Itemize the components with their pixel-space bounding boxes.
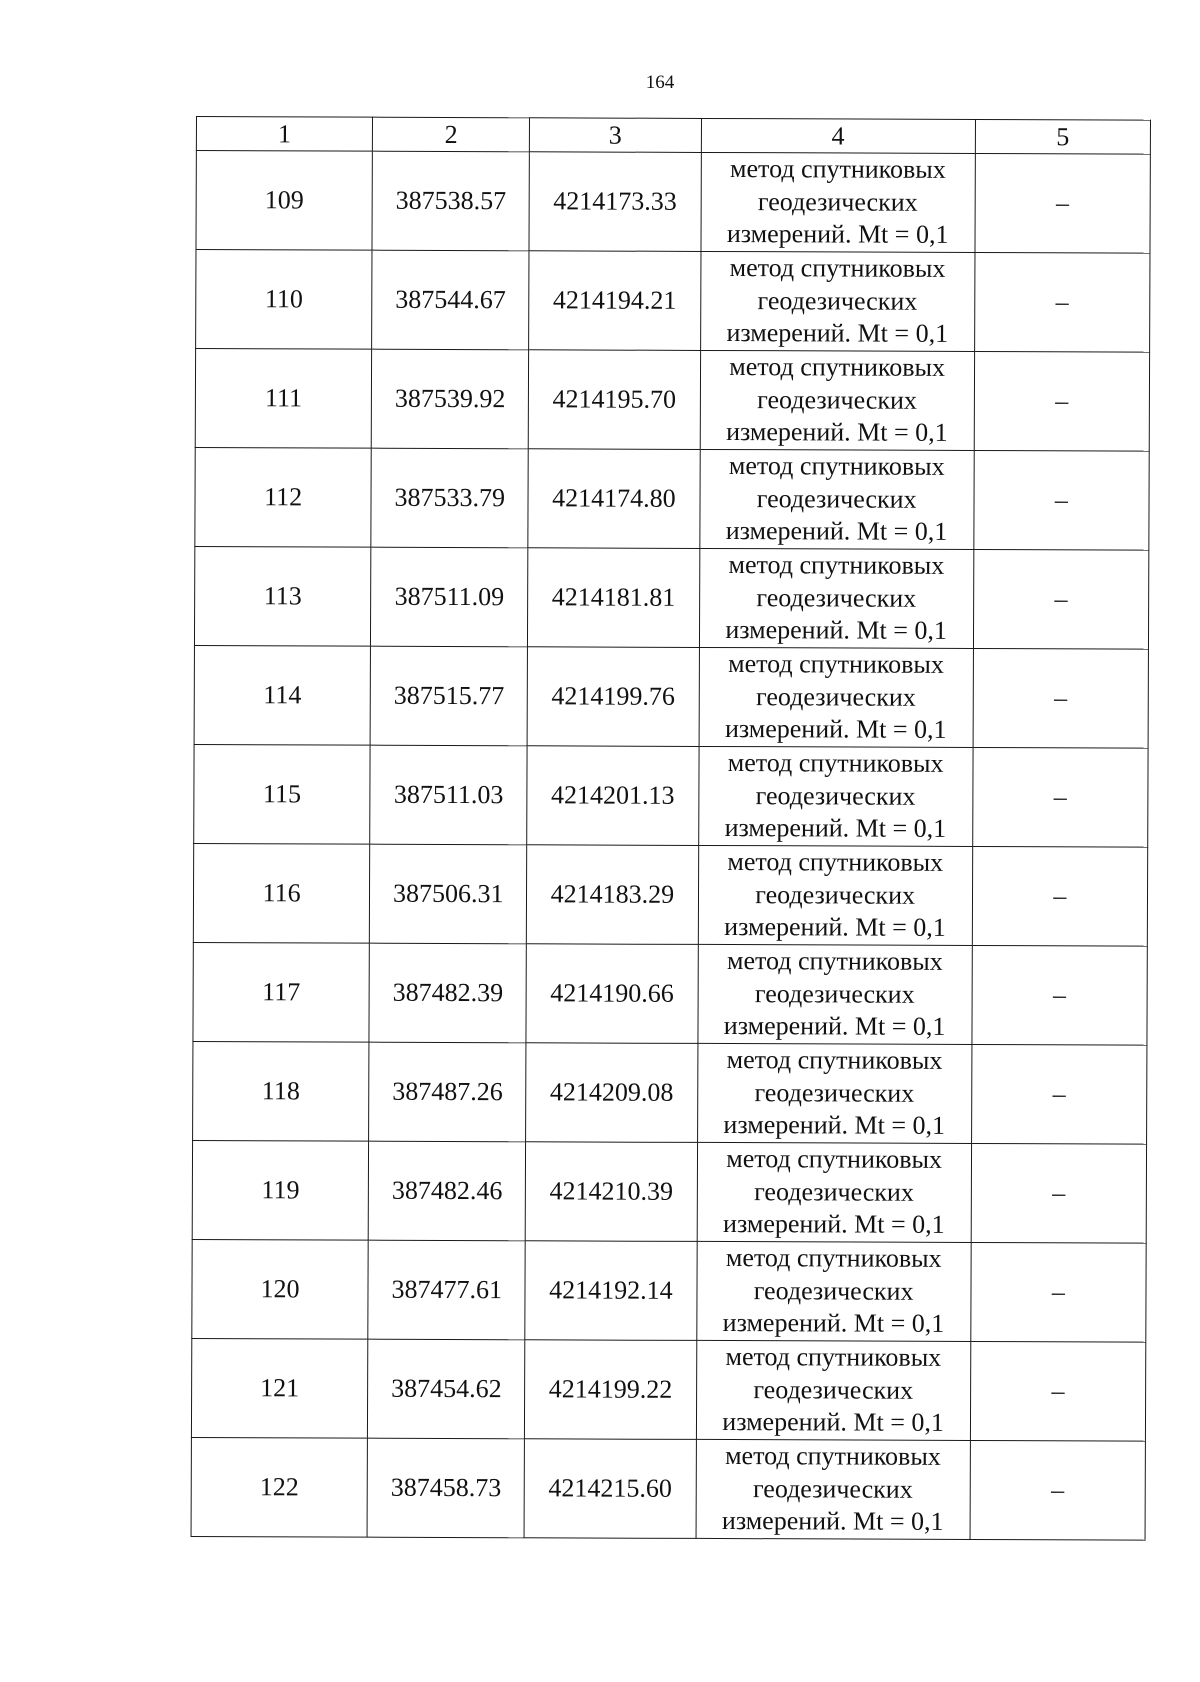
note-cell: –	[974, 450, 1150, 550]
method-cell	[698, 746, 973, 846]
table-row	[194, 645, 1148, 748]
note-cell: –	[973, 549, 1149, 649]
y-coordinate-cell: 4214201.13	[527, 746, 699, 846]
method-line: измерений. Mt = 0,1	[726, 219, 949, 250]
point-number-cell: 118	[193, 1041, 370, 1141]
note-cell: –	[972, 747, 1148, 847]
y-coordinate-cell: 4214215.60	[524, 1439, 696, 1539]
note-cell: –	[972, 945, 1148, 1045]
note-cell: –	[974, 252, 1150, 352]
point-number-cell: 112	[195, 447, 372, 547]
point-number-cell: 119	[192, 1140, 369, 1240]
table-row	[193, 1041, 1147, 1144]
x-coordinate-cell: 387539.92	[371, 349, 529, 449]
method-line: метод спутниковых	[726, 1144, 943, 1175]
method-cell	[699, 647, 974, 747]
method-cell	[700, 251, 975, 351]
note-cell: –	[971, 1143, 1147, 1243]
table-row	[194, 744, 1148, 847]
column-header: 1	[196, 117, 372, 152]
method-cell	[696, 1241, 971, 1341]
note-cell: –	[971, 1242, 1147, 1342]
y-coordinate-cell: 4214194.21	[529, 251, 701, 351]
method-line: геодезических	[753, 1275, 914, 1306]
x-coordinate-cell: 387458.73	[367, 1438, 525, 1538]
method-line: метод спутниковых	[726, 946, 943, 977]
method-line: измерений. Mt = 0,1	[723, 1110, 946, 1141]
table-row	[191, 1338, 1145, 1441]
method-cell	[696, 1340, 971, 1440]
y-coordinate-cell: 4214183.29	[527, 845, 699, 945]
point-number-cell: 111	[195, 349, 372, 449]
method-line: геодезических	[755, 681, 916, 712]
note-cell: –	[973, 648, 1149, 748]
column-header: 5	[975, 119, 1150, 154]
method-line: измерений. Mt = 0,1	[722, 1308, 945, 1339]
x-coordinate-cell: 387506.31	[369, 844, 527, 944]
point-number-cell: 110	[196, 250, 373, 350]
column-header: 3	[530, 118, 701, 153]
point-number-cell: 115	[194, 744, 371, 844]
table-header-row	[196, 117, 1150, 155]
method-line: метод спутниковых	[729, 352, 946, 383]
x-coordinate-cell: 387511.09	[371, 547, 529, 647]
method-line: измерений. Mt = 0,1	[724, 714, 947, 745]
y-coordinate-cell: 4214199.76	[527, 647, 699, 747]
method-cell	[698, 845, 973, 945]
table-row	[193, 942, 1147, 1045]
table-row	[194, 546, 1148, 649]
point-number-cell: 116	[193, 843, 370, 943]
point-number-cell: 109	[196, 151, 373, 251]
method-line: измерений. Mt = 0,1	[725, 615, 948, 646]
note-cell: –	[974, 351, 1150, 451]
column-header: 2	[373, 117, 530, 152]
table-row	[196, 250, 1150, 353]
x-coordinate-cell: 387482.46	[368, 1141, 526, 1241]
table-row	[195, 349, 1149, 452]
method-line: геодезических	[755, 879, 916, 910]
note-cell: –	[972, 846, 1148, 946]
x-coordinate-cell: 387482.39	[369, 943, 527, 1043]
point-number-cell: 114	[194, 645, 371, 745]
method-cell	[699, 548, 974, 648]
method-line: измерений. Mt = 0,1	[723, 1011, 946, 1042]
point-number-cell: 113	[194, 546, 371, 646]
table-body	[191, 151, 1150, 1541]
method-line: измерений. Mt = 0,1	[726, 417, 948, 448]
method-line: измерений. Mt = 0,1	[724, 912, 946, 943]
note-cell: –	[970, 1341, 1146, 1441]
method-line: метод спутниковых	[725, 1441, 941, 1472]
y-coordinate-cell: 4214209.08	[526, 1043, 698, 1143]
method-line: измерений. Mt = 0,1	[726, 318, 949, 349]
table-row	[191, 1437, 1145, 1540]
note-cell: –	[971, 1044, 1147, 1144]
method-line: измерений. Mt = 0,1	[724, 813, 947, 844]
method-cell	[699, 449, 974, 549]
point-number-cell: 117	[193, 942, 370, 1042]
method-line: метод спутниковых	[727, 847, 944, 878]
method-cell	[697, 944, 972, 1044]
point-number-cell: 121	[191, 1338, 368, 1438]
y-coordinate-cell: 4214195.70	[529, 350, 701, 450]
method-line: метод спутниковых	[725, 1342, 942, 1373]
point-number-cell: 120	[192, 1239, 369, 1339]
y-coordinate-cell: 4214173.33	[529, 152, 701, 252]
table-row	[195, 447, 1149, 550]
x-coordinate-cell: 387487.26	[369, 1042, 527, 1142]
table-row	[193, 843, 1147, 946]
column-header: 4	[701, 118, 975, 153]
y-coordinate-cell: 4214199.22	[525, 1340, 697, 1440]
method-line: геодезических	[753, 1374, 914, 1405]
y-coordinate-cell: 4214174.80	[528, 449, 700, 549]
method-line: метод спутниковых	[728, 649, 944, 680]
method-line: метод спутниковых	[730, 154, 946, 185]
method-line: измерений. Mt = 0,1	[725, 516, 948, 547]
method-line: геодезических	[754, 1077, 915, 1108]
method-line: геодезических	[754, 1176, 914, 1207]
coordinates-table	[191, 116, 1151, 1541]
page-number: 164	[645, 72, 675, 93]
method-line: геодезических	[755, 780, 916, 811]
y-coordinate-cell: 4214210.39	[526, 1142, 698, 1242]
method-line: геодезических	[756, 582, 917, 613]
method-line: геодезических	[757, 285, 918, 316]
x-coordinate-cell: 387533.79	[371, 448, 529, 548]
method-line: метод спутниковых	[728, 451, 945, 482]
method-line: геодезических	[757, 384, 917, 415]
method-cell	[700, 350, 975, 450]
y-coordinate-cell: 4214181.81	[528, 548, 700, 648]
method-line: геодезических	[757, 186, 918, 217]
table-row	[192, 1140, 1146, 1243]
method-cell	[697, 1043, 972, 1143]
y-coordinate-cell: 4214192.14	[525, 1241, 697, 1341]
x-coordinate-cell: 387454.62	[368, 1339, 526, 1439]
table-row	[192, 1239, 1146, 1342]
method-line: измерений. Mt = 0,1	[723, 1209, 945, 1240]
table-row	[196, 151, 1150, 254]
method-line: геодезических	[752, 1473, 913, 1504]
x-coordinate-cell: 387538.57	[372, 151, 530, 251]
method-line: измерений. Mt = 0,1	[722, 1407, 944, 1438]
method-line: метод спутниковых	[729, 253, 946, 284]
method-line: метод спутниковых	[727, 748, 944, 779]
method-line: измерений. Mt = 0,1	[721, 1506, 944, 1537]
note-cell: –	[975, 153, 1151, 253]
method-cell	[697, 1142, 972, 1242]
x-coordinate-cell: 387515.77	[370, 646, 528, 746]
note-cell: –	[970, 1440, 1146, 1540]
x-coordinate-cell: 387477.61	[368, 1240, 526, 1340]
y-coordinate-cell: 4214190.66	[526, 944, 698, 1044]
x-coordinate-cell: 387511.03	[370, 745, 528, 845]
method-cell	[700, 152, 975, 252]
method-line: метод спутниковых	[728, 550, 945, 581]
method-line: геодезических	[754, 978, 915, 1009]
method-line: геодезических	[756, 483, 917, 514]
method-line: метод спутниковых	[725, 1243, 942, 1274]
x-coordinate-cell: 387544.67	[372, 250, 530, 350]
method-cell	[696, 1439, 971, 1539]
point-number-cell: 122	[191, 1437, 368, 1537]
method-line: метод спутниковых	[726, 1045, 943, 1076]
